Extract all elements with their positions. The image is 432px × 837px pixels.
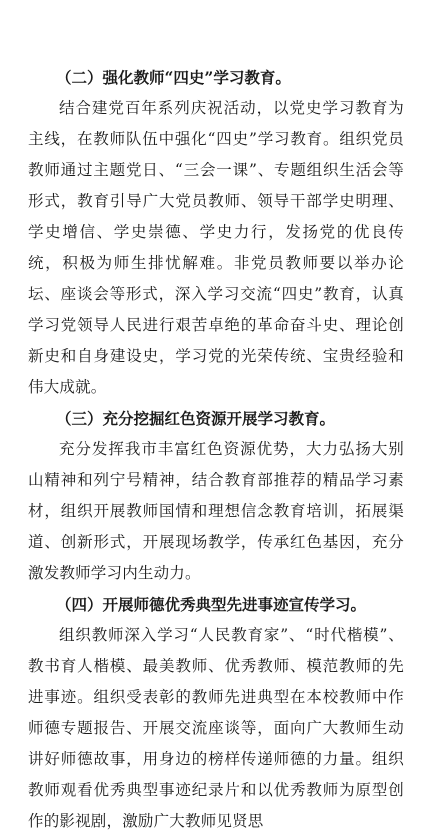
section-body-2: 结合建党百年系列庆祝活动，以党史学习教育为主线，在教师队伍中强化“四史”学习教育。组织党员教师通过主题党日、“三会一课”、专题组织生活会等形式，教育引导广大党员教师、领导干部学史明理、学史增信、学史崇德、学史力行，发扬党的优良传统，积极为师生排忧解难。非党员教师要以举办论坛、座谈会等形式，深入学习交流“四史”教育，认真学习党领导人民进行艰苦卓绝的革命奋斗史、理论创新史和自身建设史，学习党的光荣传统、宝贵经验和伟大成就。 xyxy=(28,99,404,396)
section-heading-2: （二）强化教师“四史”学习教育。 xyxy=(56,68,291,87)
section-heading-4: （四）开展师德优秀典型先进事迹宣传学习。 xyxy=(56,595,367,614)
section-heading-3: （三）充分挖掘红色资源开展学习教育。 xyxy=(56,409,336,428)
section-body-4: 组织教师深入学习“人民教育家”、“时代楷模”、教书育人楷模、最美教师、优秀教师、模范教师的先进事迹。组织受表彰的教师先进典型在本校教师中作师德专题报告、开展交流座谈等，面向广大教师生动讲好师德故事，用身边的榜样传递师德的力量。组织教师观看优秀典型事迹纪录片和以优秀教师为原型创作的影视剧，激励广大教师见贤思 xyxy=(28,626,404,830)
section-body-3: 充分发挥我市丰富红色资源优势，大力弘扬大别山精神和列宁号精神，结合教育部推荐的精品学习素材，组织开展教师国情和理想信念教育培训，拓展渠道、创新形式，开展现场教学，传承红色基因，充分激发教师学习内生动力。 xyxy=(28,440,404,582)
